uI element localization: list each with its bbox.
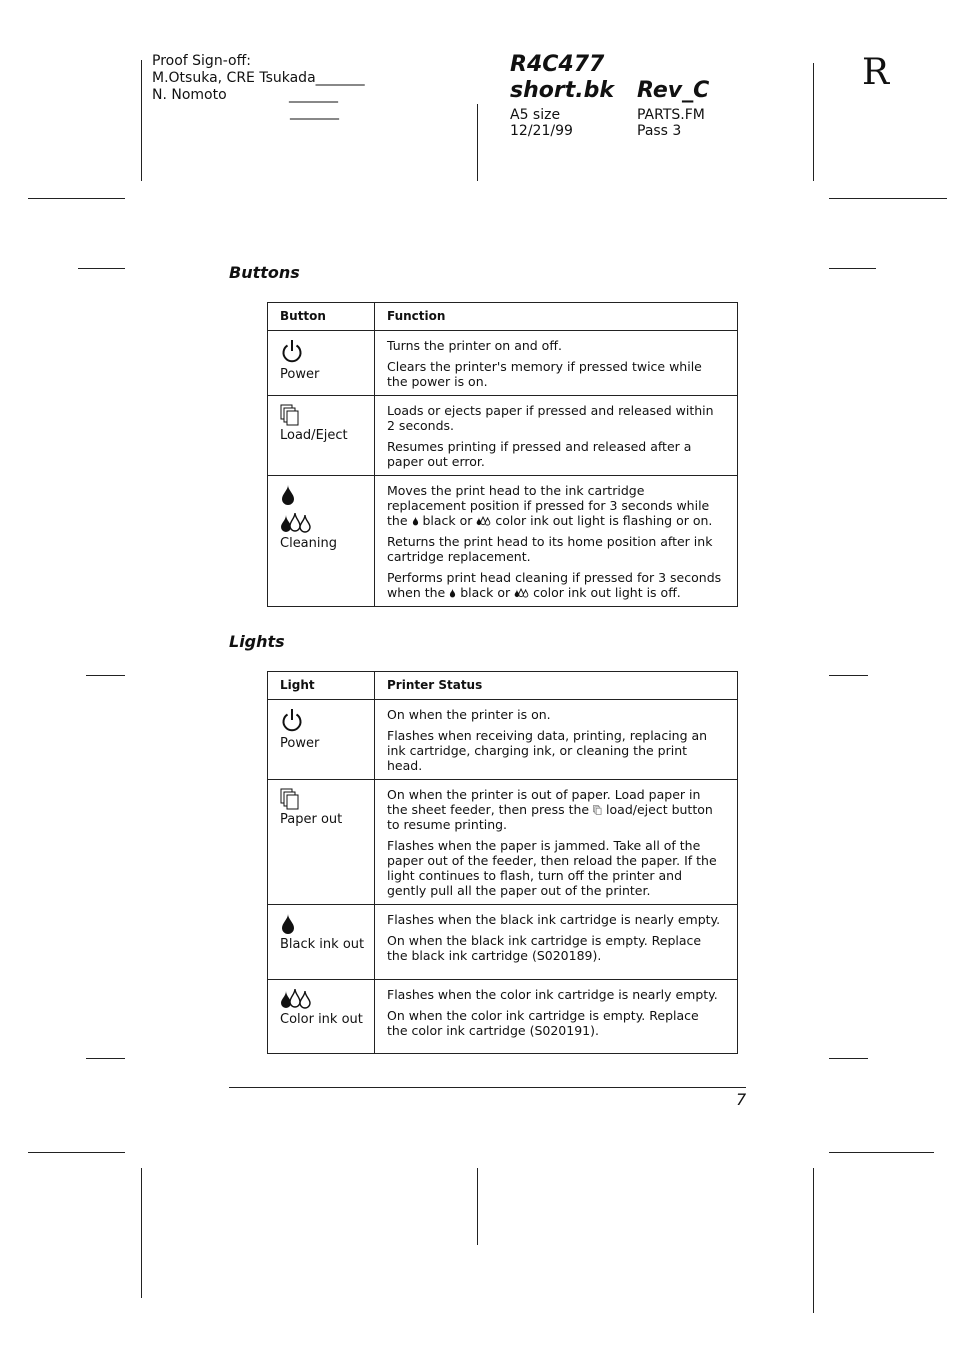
table-row	[268, 700, 738, 780]
button-cell	[268, 331, 375, 396]
table-row	[268, 980, 738, 1054]
page-number: 7	[736, 1090, 747, 1109]
status-text: Flashes when the black ink cartridge is nearly empty.	[387, 912, 721, 927]
col-header-function: Function	[375, 303, 738, 331]
function-text: Loads or ejects paper if pressed and released within 2 seconds.	[387, 403, 714, 433]
revision-title: Rev_C	[637, 78, 710, 103]
status-text: On when the printer is on.	[387, 707, 551, 722]
button-cell	[268, 396, 375, 476]
status-text	[387, 787, 723, 832]
function-text: Clears the printer's memory if pressed twice while the power is on.	[387, 359, 702, 389]
status-cell	[375, 700, 738, 780]
crop-mark	[86, 1058, 125, 1059]
table-row	[268, 780, 738, 905]
footer-rule	[229, 1087, 746, 1088]
light-label: Black ink out	[280, 937, 365, 952]
proof-line: N. Nomoto _______	[152, 87, 338, 103]
proof-signoff	[152, 53, 365, 121]
function-text: Turns the printer on and off.	[387, 338, 562, 353]
light-cell	[268, 700, 375, 780]
crop-mark	[829, 675, 868, 676]
status-cell	[375, 980, 738, 1054]
text-run: load/eject button to resume printing.	[387, 802, 713, 832]
text-run: Performs print head cleaning if pressed for 3 seconds when the	[387, 570, 722, 600]
crop-mark	[141, 60, 142, 181]
power-icon	[280, 708, 304, 734]
table-row	[268, 331, 738, 396]
status-text: Flashes when the paper is jammed. Take all of the paper out of the feeder, then reload the paper. If the light continues to flash, turn off the printer and gently pull all the paper out of the printer.	[387, 838, 717, 898]
buttons-heading: Buttons	[229, 263, 300, 282]
function-cell	[375, 476, 738, 607]
buttons-table	[267, 302, 738, 607]
text-run: black or	[456, 585, 515, 600]
black-ink-drop-icon	[412, 516, 419, 526]
pass-text: Pass 3	[637, 123, 682, 139]
corner-letter: R	[862, 52, 890, 93]
black-ink-drop-icon	[280, 484, 296, 506]
crop-mark	[813, 63, 814, 181]
color-ink-drops-icon	[280, 512, 312, 534]
paper-icon	[280, 788, 300, 810]
light-label: Color ink out	[280, 1012, 363, 1027]
color-ink-drops-icon	[476, 516, 491, 526]
col-header-button: Button	[268, 303, 375, 331]
paper-icon	[593, 805, 602, 815]
status-text: On when the black ink cartridge is empty. Replace the black ink cartridge (S020189).	[387, 933, 702, 963]
file-text: PARTS.FM	[637, 107, 705, 123]
function-text	[387, 570, 723, 600]
status-cell	[375, 905, 738, 980]
table-row	[268, 396, 738, 476]
table-row	[268, 476, 738, 607]
function-text	[387, 483, 723, 528]
function-text: Returns the print head to its home position after ink cartridge replacement.	[387, 534, 713, 564]
button-cell	[268, 476, 375, 607]
book-title: short.bk	[510, 78, 614, 103]
table-header-row	[268, 672, 738, 700]
crop-mark	[829, 1152, 934, 1153]
text-run: color ink out light is off.	[529, 585, 681, 600]
text-run: Moves the print head to the ink cartridge replacement position if pressed for 3 seconds while the	[387, 483, 710, 528]
proof-line: Proof Sign-off:	[152, 53, 251, 69]
function-text: Resumes printing if pressed and released after a paper out error.	[387, 439, 692, 469]
light-label: Paper out	[280, 812, 343, 827]
function-cell	[375, 331, 738, 396]
table-header-row	[268, 303, 738, 331]
status-cell	[375, 780, 738, 905]
crop-mark	[829, 198, 947, 199]
color-ink-drops-icon	[280, 988, 312, 1010]
crop-mark	[829, 1058, 868, 1059]
button-label: Power	[280, 367, 320, 382]
crop-mark	[141, 1168, 142, 1298]
text-run: On when the printer is out of paper. Load paper in the sheet feeder, then press the	[387, 787, 701, 817]
light-label: Power	[280, 736, 320, 751]
status-text: On when the color ink cartridge is empty. Replace the color ink cartridge (S020191).	[387, 1008, 699, 1038]
button-label: Load/Eject	[280, 428, 348, 443]
crop-mark	[78, 268, 125, 269]
proof-line: M.Otsuka, CRE Tsukada_______	[152, 70, 365, 86]
light-cell	[268, 905, 375, 980]
crop-mark	[28, 198, 125, 199]
size-text: A5 size	[510, 107, 561, 123]
col-header-light: Light	[268, 672, 375, 700]
paper-icon	[280, 404, 300, 426]
crop-mark	[477, 104, 478, 181]
crop-mark	[86, 675, 125, 676]
date-text: 12/21/99	[510, 123, 573, 139]
button-label: Cleaning	[280, 536, 337, 551]
light-cell	[268, 980, 375, 1054]
text-run: color ink out light is flashing or on.	[491, 513, 713, 528]
crop-mark	[829, 268, 876, 269]
status-text: Flashes when receiving data, printing, replacing an ink cartridge, charging ink, or cleaning the print head.	[387, 728, 708, 773]
lights-table	[267, 671, 738, 1054]
status-text: Flashes when the color ink cartridge is nearly empty.	[387, 987, 718, 1002]
table-row	[268, 905, 738, 980]
proof-line: _______	[152, 104, 339, 120]
color-ink-drops-icon	[514, 588, 529, 598]
light-cell	[268, 780, 375, 905]
text-run: black or	[418, 513, 477, 528]
crop-mark	[477, 1168, 478, 1245]
lights-heading: Lights	[229, 632, 285, 651]
crop-mark	[28, 1152, 125, 1153]
model-title: R4C477	[510, 52, 605, 77]
power-icon	[280, 339, 304, 365]
black-ink-drop-icon	[280, 913, 296, 935]
col-header-status: Printer Status	[375, 672, 738, 700]
function-cell	[375, 396, 738, 476]
crop-mark	[813, 1168, 814, 1313]
